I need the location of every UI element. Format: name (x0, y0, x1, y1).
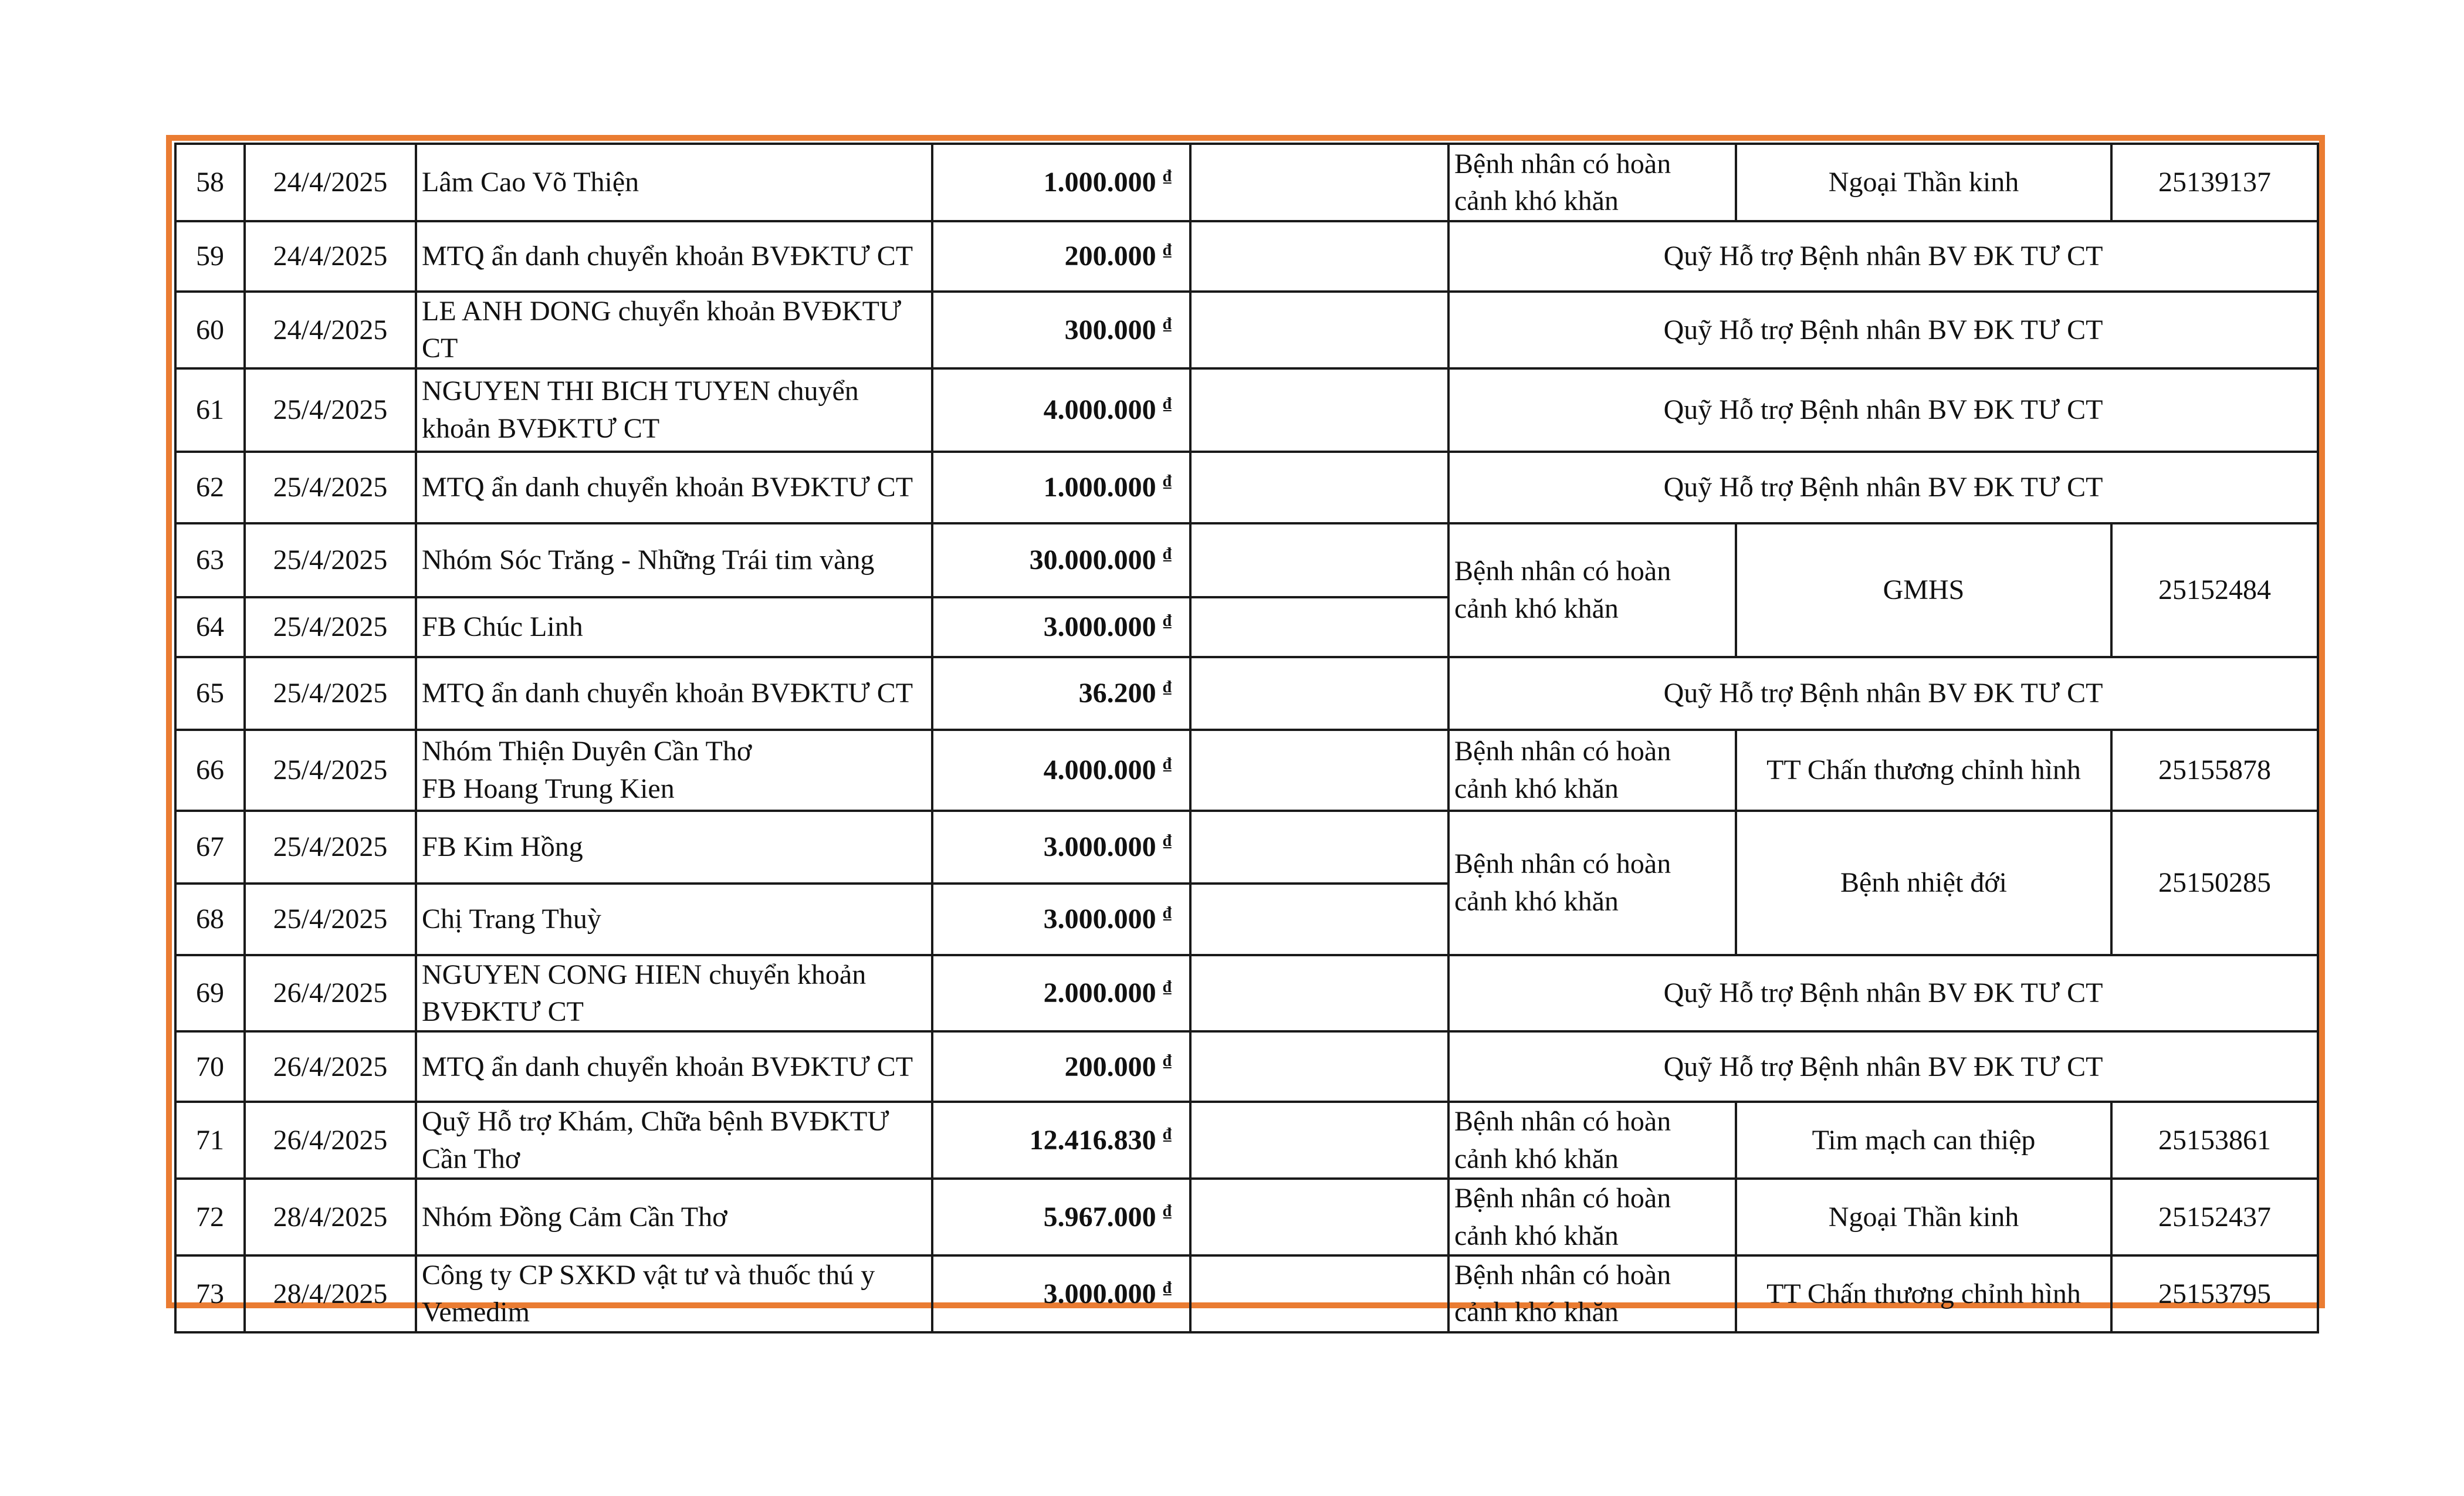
amount: 3.000.000 (1043, 611, 1156, 643)
row-number: 65 (175, 657, 245, 730)
donation-date: 24/4/2025 (245, 292, 416, 368)
empty-cell (1190, 452, 1448, 523)
amount: 5.967.000 (1043, 1201, 1156, 1233)
table-row (175, 730, 2318, 811)
empty-cell (1190, 1102, 1448, 1179)
amount: 4.000.000 (1043, 754, 1156, 786)
table-row (175, 1102, 2318, 1179)
department: TT Chấn thương chỉnh hình (1736, 730, 2111, 811)
row-number: 66 (175, 730, 245, 811)
amount-cell (932, 523, 1190, 597)
donor-name: NGUYEN CONG HIEN chuyển khoản BVĐKTƯ CT (416, 955, 932, 1032)
currency-symbol: ₫ (1163, 1201, 1172, 1220)
empty-cell (1190, 1031, 1448, 1102)
currency-symbol: ₫ (1163, 1125, 1172, 1144)
amount-cell (932, 1255, 1190, 1332)
currency-symbol: ₫ (1163, 678, 1172, 697)
donation-date: 25/4/2025 (245, 884, 416, 955)
table-row (175, 452, 2318, 523)
amount-cell (932, 452, 1190, 523)
amount: 3.000.000 (1043, 1278, 1156, 1309)
currency-symbol: ₫ (1163, 167, 1172, 186)
donor-name-line: FB Hoang Trung Kien (422, 773, 675, 804)
empty-cell (1190, 730, 1448, 811)
patient-code: 25139137 (2111, 144, 2318, 221)
donor-name: Quỹ Hỗ trợ Khám, Chữa bệnh BVĐKTƯ Cần Thơ (416, 1102, 932, 1179)
amount-cell (932, 292, 1190, 368)
currency-symbol: ₫ (1163, 1278, 1172, 1297)
department: Ngoại Thần kinh (1736, 1179, 2111, 1255)
patient-code: 25150285 (2111, 811, 2318, 955)
table-row (175, 811, 2318, 884)
fund-name: Quỹ Hỗ trợ Bệnh nhân BV ĐK TƯ CT (1448, 452, 2318, 523)
table-row (175, 292, 2318, 368)
donation-date: 24/4/2025 (245, 221, 416, 292)
donor-name: MTQ ẩn danh chuyển khoản BVĐKTƯ CT (416, 1031, 932, 1102)
amount: 1.000.000 (1043, 472, 1156, 503)
department: Ngoại Thần kinh (1736, 144, 2111, 221)
row-number: 61 (175, 368, 245, 452)
patient-code: 25152484 (2111, 523, 2318, 657)
donor-name: FB Chúc Linh (416, 597, 932, 657)
table-row (175, 955, 2318, 1032)
amount-cell (932, 730, 1190, 811)
empty-cell (1190, 955, 1448, 1032)
currency-symbol: ₫ (1163, 904, 1172, 923)
amount-cell (932, 1102, 1190, 1179)
beneficiary: Bệnh nhân có hoàn cảnh khó khăn (1448, 144, 1736, 221)
empty-cell (1190, 597, 1448, 657)
empty-cell (1190, 292, 1448, 368)
empty-cell (1190, 1255, 1448, 1332)
amount-cell (932, 1179, 1190, 1255)
amount-cell (932, 1031, 1190, 1102)
amount: 200.000 (1064, 1051, 1156, 1082)
donation-date: 25/4/2025 (245, 523, 416, 597)
beneficiary: Bệnh nhân có hoàn cảnh khó khăn (1448, 811, 1736, 955)
fund-name: Quỹ Hỗ trợ Bệnh nhân BV ĐK TƯ CT (1448, 1031, 2318, 1102)
table-row (175, 368, 2318, 452)
row-number: 58 (175, 144, 245, 221)
currency-symbol: ₫ (1163, 241, 1172, 260)
amount: 12.416.830 (1029, 1125, 1156, 1156)
department: GMHS (1736, 523, 2111, 657)
beneficiary: Bệnh nhân có hoàn cảnh khó khăn (1448, 1102, 1736, 1179)
amount-cell (932, 221, 1190, 292)
amount: 36.200 (1078, 678, 1156, 709)
empty-cell (1190, 811, 1448, 884)
amount: 1.000.000 (1043, 167, 1156, 198)
donation-date: 25/4/2025 (245, 368, 416, 452)
currency-symbol: ₫ (1163, 832, 1172, 851)
amount: 2.000.000 (1043, 977, 1156, 1009)
donor-name: MTQ ẩn danh chuyển khoản BVĐKTƯ CT (416, 657, 932, 730)
donor-name: Chị Trang Thuỳ (416, 884, 932, 955)
patient-code: 25152437 (2111, 1179, 2318, 1255)
donation-date: 26/4/2025 (245, 1102, 416, 1179)
empty-cell (1190, 884, 1448, 955)
donor-name: LE ANH DONG chuyển khoản BVĐKTƯ CT (416, 292, 932, 368)
amount-cell (932, 597, 1190, 657)
donation-table (174, 143, 2319, 1333)
currency-symbol: ₫ (1163, 612, 1172, 631)
beneficiary: Bệnh nhân có hoàn cảnh khó khăn (1448, 730, 1736, 811)
currency-symbol: ₫ (1163, 978, 1172, 997)
donor-name: Nhóm Đồng Cảm Cần Thơ (416, 1179, 932, 1255)
donation-date: 25/4/2025 (245, 452, 416, 523)
donor-name: MTQ ẩn danh chuyển khoản BVĐKTƯ CT (416, 221, 932, 292)
row-number: 73 (175, 1255, 245, 1332)
empty-cell (1190, 523, 1448, 597)
donation-date: 24/4/2025 (245, 144, 416, 221)
donor-name: Lâm Cao Võ Thiện (416, 144, 932, 221)
donation-date: 25/4/2025 (245, 811, 416, 884)
donation-date: 28/4/2025 (245, 1179, 416, 1255)
amount-cell (932, 884, 1190, 955)
row-number: 59 (175, 221, 245, 292)
empty-cell (1190, 368, 1448, 452)
row-number: 64 (175, 597, 245, 657)
donor-name: MTQ ẩn danh chuyển khoản BVĐKTƯ CT (416, 452, 932, 523)
donation-date: 26/4/2025 (245, 955, 416, 1032)
donor-name: Công ty CP SXKD vật tư và thuốc thú y Vemedim (416, 1255, 932, 1332)
row-number: 62 (175, 452, 245, 523)
table-row (175, 657, 2318, 730)
donation-date: 25/4/2025 (245, 657, 416, 730)
fund-name: Quỹ Hỗ trợ Bệnh nhân BV ĐK TƯ CT (1448, 292, 2318, 368)
currency-symbol: ₫ (1163, 755, 1172, 774)
row-number: 63 (175, 523, 245, 597)
currency-symbol: ₫ (1163, 314, 1172, 333)
fund-name: Quỹ Hỗ trợ Bệnh nhân BV ĐK TƯ CT (1448, 955, 2318, 1032)
department: Bệnh nhiệt đới (1736, 811, 2111, 955)
fund-name: Quỹ Hỗ trợ Bệnh nhân BV ĐK TƯ CT (1448, 657, 2318, 730)
amount: 3.000.000 (1043, 831, 1156, 863)
table-row (175, 1031, 2318, 1102)
empty-cell (1190, 144, 1448, 221)
table-row (175, 523, 2318, 597)
amount-cell (932, 657, 1190, 730)
patient-code: 25153861 (2111, 1102, 2318, 1179)
fund-name: Quỹ Hỗ trợ Bệnh nhân BV ĐK TƯ CT (1448, 368, 2318, 452)
beneficiary: Bệnh nhân có hoàn cảnh khó khăn (1448, 1255, 1736, 1332)
beneficiary: Bệnh nhân có hoàn cảnh khó khăn (1448, 523, 1736, 657)
currency-symbol: ₫ (1163, 545, 1172, 564)
donation-date: 28/4/2025 (245, 1255, 416, 1332)
amount: 3.000.000 (1043, 903, 1156, 935)
donation-date: 25/4/2025 (245, 597, 416, 657)
patient-code: 25155878 (2111, 730, 2318, 811)
donation-date: 25/4/2025 (245, 730, 416, 811)
row-number: 71 (175, 1102, 245, 1179)
row-number: 69 (175, 955, 245, 1032)
fund-name: Quỹ Hỗ trợ Bệnh nhân BV ĐK TƯ CT (1448, 221, 2318, 292)
amount-cell (932, 811, 1190, 884)
amount: 300.000 (1064, 314, 1156, 346)
donor-name: NGUYEN THI BICH TUYEN chuyển khoản BVĐKTƯ CT (416, 368, 932, 452)
patient-code: 25153795 (2111, 1255, 2318, 1332)
table-row (175, 1179, 2318, 1255)
amount: 30.000.000 (1029, 544, 1156, 576)
table-row (175, 221, 2318, 292)
row-number: 70 (175, 1031, 245, 1102)
department: TT Chấn thương chỉnh hình (1736, 1255, 2111, 1332)
currency-symbol: ₫ (1163, 472, 1172, 491)
donor-name: Nhóm Sóc Trăng - Những Trái tim vàng (416, 523, 932, 597)
currency-symbol: ₫ (1163, 1051, 1172, 1070)
empty-cell (1190, 1179, 1448, 1255)
amount: 200.000 (1064, 241, 1156, 272)
table-row (175, 144, 2318, 221)
donor-name (416, 730, 932, 811)
empty-cell (1190, 221, 1448, 292)
donor-name: FB Kim Hồng (416, 811, 932, 884)
amount-cell (932, 955, 1190, 1032)
empty-cell (1190, 657, 1448, 730)
amount-cell (932, 144, 1190, 221)
row-number: 67 (175, 811, 245, 884)
row-number: 60 (175, 292, 245, 368)
row-number: 72 (175, 1179, 245, 1255)
donation-date: 26/4/2025 (245, 1031, 416, 1102)
row-number: 68 (175, 884, 245, 955)
currency-symbol: ₫ (1163, 395, 1172, 414)
amount: 4.000.000 (1043, 394, 1156, 426)
department: Tim mạch can thiệp (1736, 1102, 2111, 1179)
amount-cell (932, 368, 1190, 452)
table-row (175, 1255, 2318, 1332)
donor-name-line: Nhóm Thiện Duyên Cần Thơ (422, 736, 752, 767)
beneficiary: Bệnh nhân có hoàn cảnh khó khăn (1448, 1179, 1736, 1255)
